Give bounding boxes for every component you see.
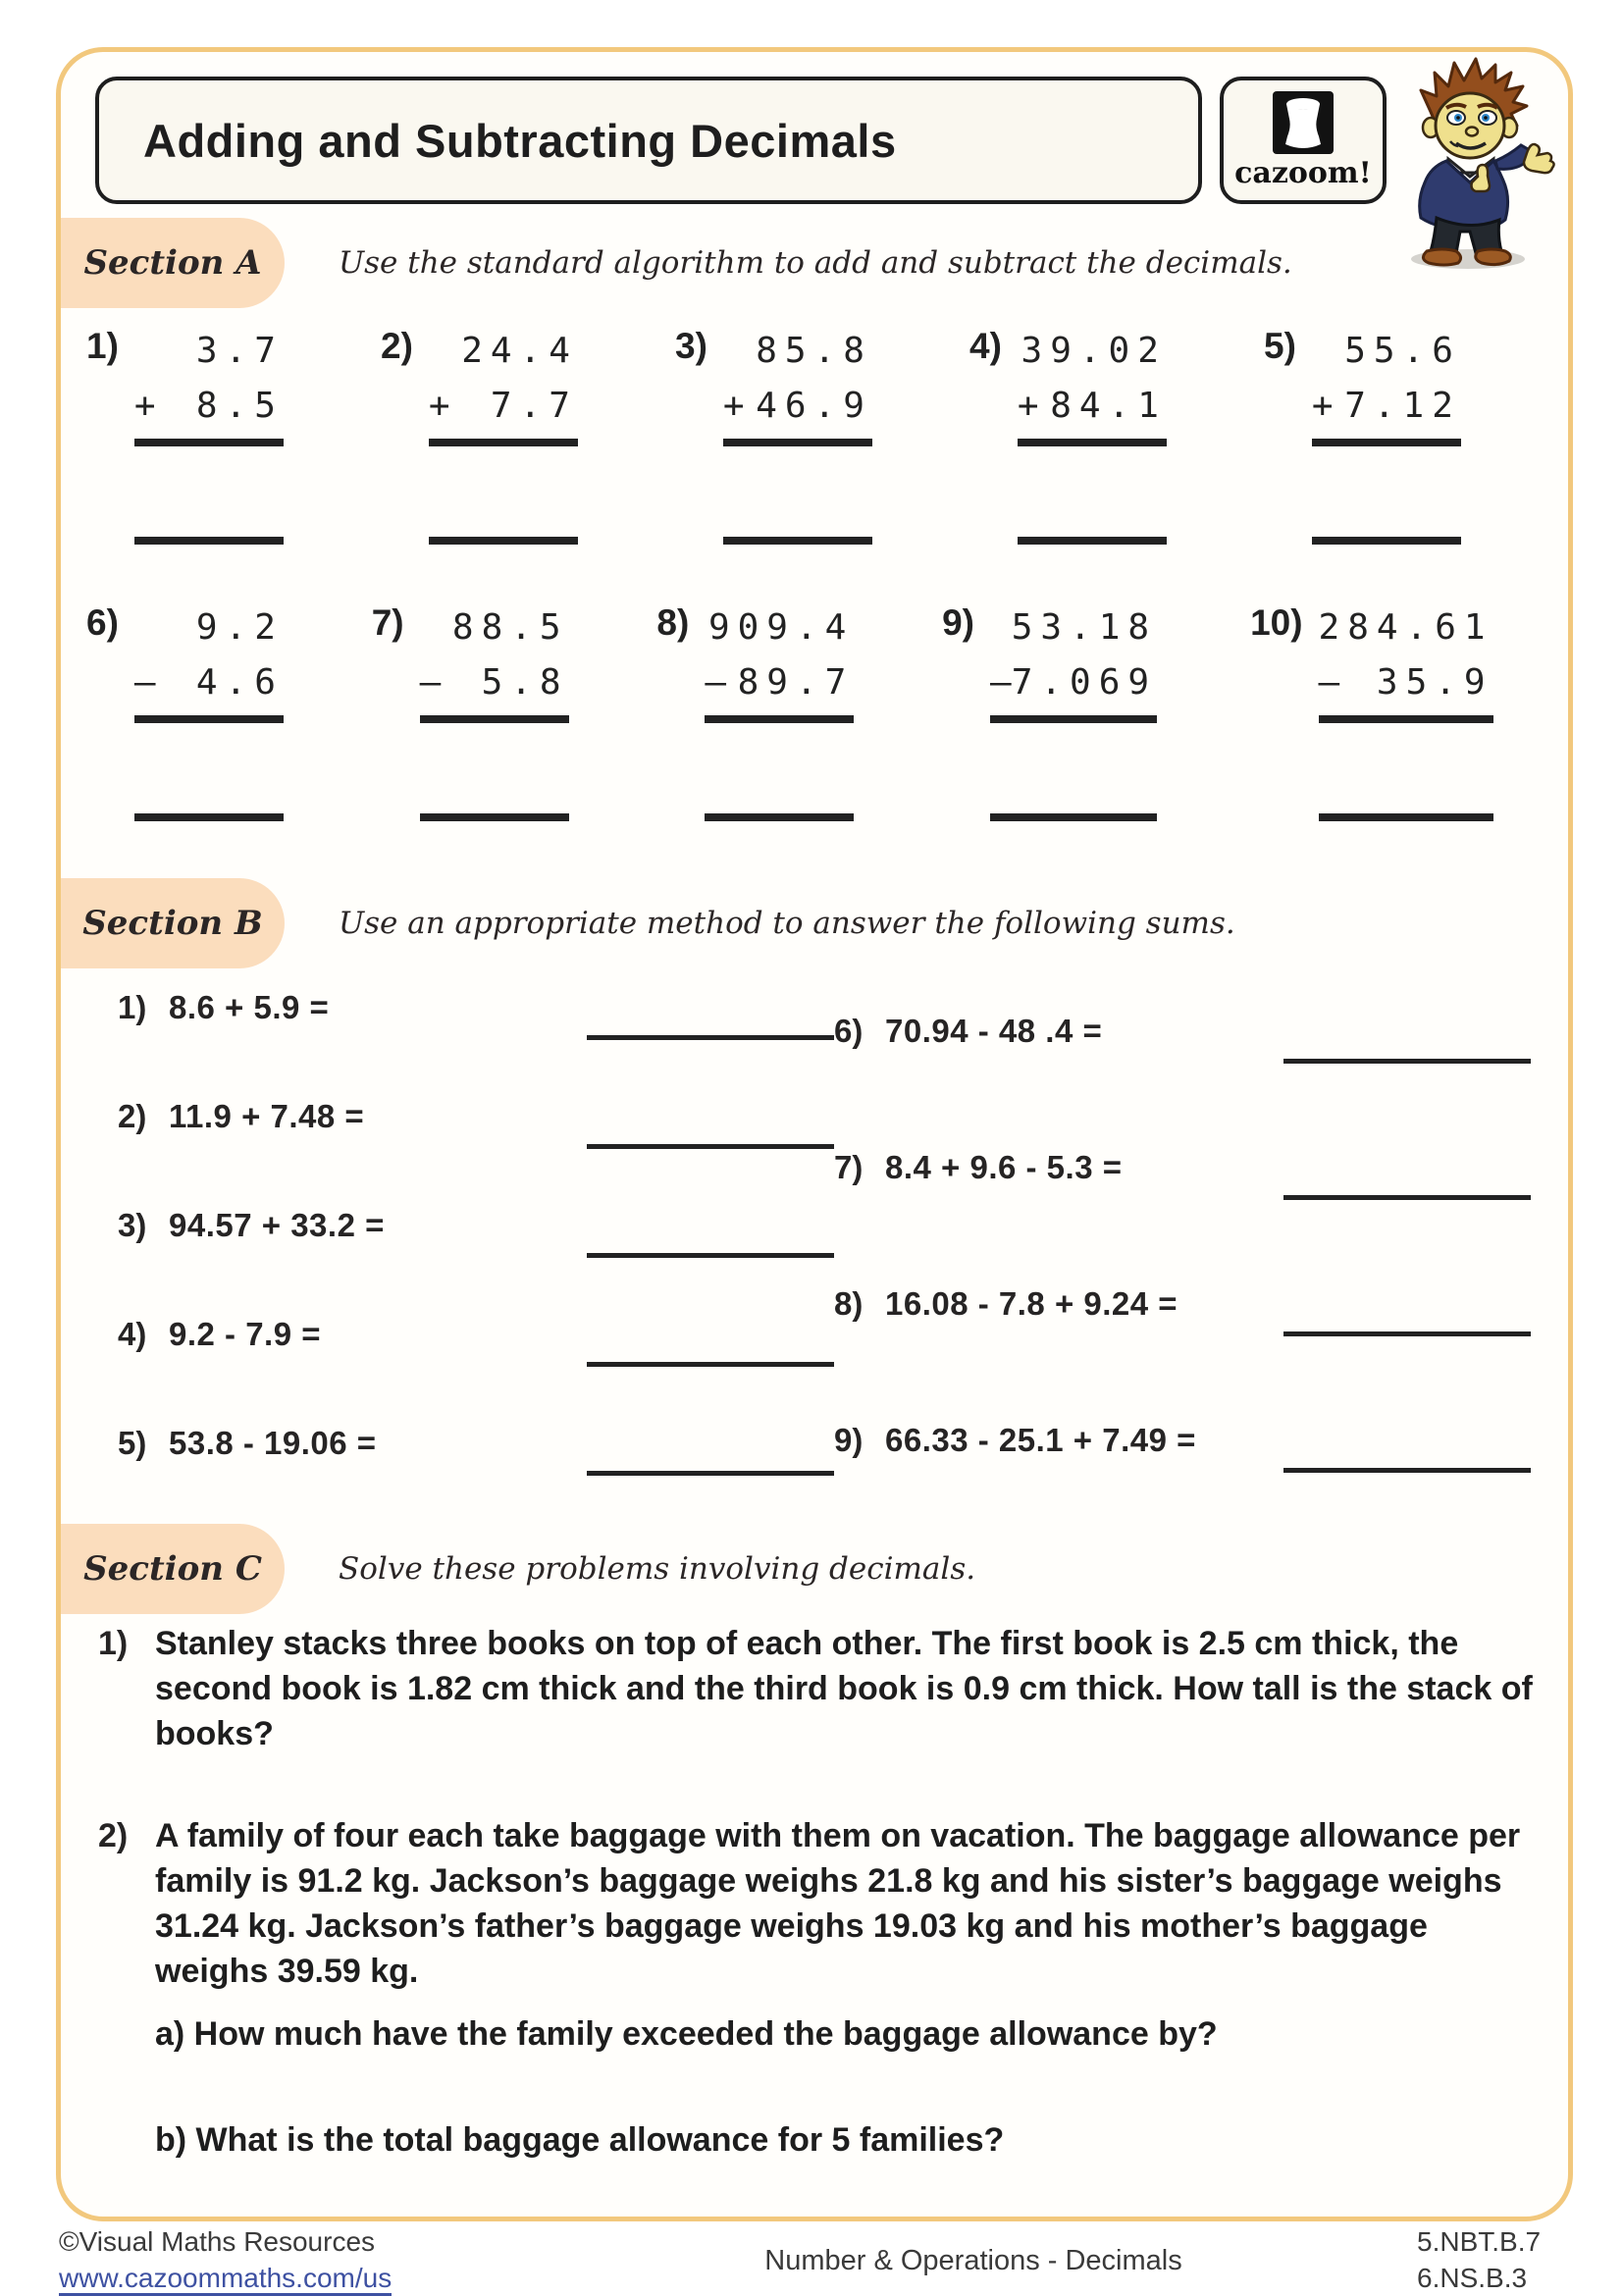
expression: 94.57 + 33.2 = <box>169 1207 385 1243</box>
section-b-header <box>61 878 1535 968</box>
sum-rule <box>1312 439 1461 446</box>
answer-blank <box>587 1252 834 1258</box>
answer-line <box>134 813 284 821</box>
operator: – <box>419 662 442 703</box>
sum-item-1 <box>118 989 834 1098</box>
expression: 66.33 - 25.1 + 7.49 = <box>885 1422 1196 1458</box>
problem-label: 6) <box>86 602 119 643</box>
page-footer <box>59 2223 1564 2296</box>
difference-rule <box>705 715 854 723</box>
bottom-operand: 4.6 <box>195 662 284 703</box>
word-problem-2 <box>98 1813 1541 2163</box>
bottom-operand: 46.9 <box>756 386 872 426</box>
operator: – <box>1318 662 1340 703</box>
answer-line <box>134 537 284 545</box>
problem-label: 2) <box>381 326 413 366</box>
top-operand: 88.5 <box>451 607 569 648</box>
problem-label: 2) <box>98 1817 129 1854</box>
sum-rule <box>429 439 578 446</box>
problem-label: 2) <box>118 1098 147 1134</box>
mascot-illustration <box>1391 51 1570 273</box>
problem-label: 5) <box>118 1425 147 1461</box>
sum-item-7 <box>834 1149 1531 1285</box>
answer-line <box>705 813 854 821</box>
section-c-problems <box>98 1621 1541 2219</box>
vertical-problem-10 <box>1250 600 1558 821</box>
section-b-problems <box>118 989 1531 1558</box>
operator: – <box>705 662 726 703</box>
top-operand: 3.7 <box>195 331 284 371</box>
footer-url-link[interactable]: www.cazoommaths.com/us <box>59 2263 392 2296</box>
problem-label: 8) <box>834 1285 864 1322</box>
vertical-problem-7 <box>372 600 657 821</box>
problem-label: 6) <box>834 1013 864 1049</box>
bottom-operand: 7.12 <box>1344 386 1461 426</box>
top-operand: 55.6 <box>1344 331 1461 371</box>
section-a-header <box>61 218 1535 308</box>
answer-blank <box>587 1361 834 1367</box>
footer-standard-1: 5.NBT.B.7 <box>1417 2226 1542 2257</box>
problem-label: 9) <box>834 1422 864 1458</box>
sum-item-3 <box>118 1207 834 1316</box>
logo-text: cazoom! <box>1234 155 1372 190</box>
sum-rule <box>1018 439 1167 446</box>
section-a-row-1 <box>86 324 1558 545</box>
top-operand: 39.02 <box>1021 331 1167 371</box>
section-b-right-column <box>834 989 1531 1558</box>
sum-item-5 <box>118 1425 834 1534</box>
answer-blank <box>1283 1194 1531 1200</box>
vertical-problem-9 <box>942 600 1250 821</box>
answer-blank <box>1283 1058 1531 1064</box>
answer-line <box>429 537 578 545</box>
answer-blank <box>587 1034 834 1040</box>
section-c-header <box>61 1524 1535 1614</box>
section-a-badge-label: Section A <box>83 243 262 283</box>
problem-label: 5) <box>1264 326 1296 366</box>
expression: 16.08 - 7.8 + 9.24 = <box>885 1285 1178 1322</box>
section-b-badge <box>61 878 285 968</box>
vertical-problem-6 <box>86 600 372 821</box>
top-operand: 284.61 <box>1318 607 1493 648</box>
footer-copyright: ©Visual Maths Resources <box>59 2226 376 2257</box>
problem-label: 1) <box>98 1625 129 1662</box>
bottom-operand: 8.5 <box>195 386 284 426</box>
operator: + <box>133 386 156 426</box>
vertical-problem-2 <box>381 324 675 545</box>
expression: 53.8 - 19.06 = <box>169 1425 377 1461</box>
bottom-operand: 35.9 <box>1376 662 1493 703</box>
operator: + <box>1311 386 1334 426</box>
top-operand: 9.2 <box>195 607 284 648</box>
expression: 9.2 - 7.9 = <box>169 1316 322 1352</box>
expression: 11.9 + 7.48 = <box>169 1098 365 1134</box>
section-b-instruction: Use an appropriate method to answer the following sums. <box>339 906 1235 941</box>
sum-item-4 <box>118 1316 834 1425</box>
footer-topic: Number & Operations - Decimals <box>764 2245 1182 2276</box>
answer-line <box>420 813 569 821</box>
sum-item-2 <box>118 1098 834 1207</box>
bottom-operand: 89.7 <box>737 662 855 703</box>
vertical-problem-4 <box>969 324 1264 545</box>
answer-blank <box>587 1470 834 1476</box>
page-title: Adding and Subtracting Decimals <box>143 114 897 167</box>
sub-question-a: a) How much have the family exceeded the baggage allowance by? <box>155 2015 1218 2053</box>
drum-icon <box>1273 91 1334 154</box>
top-operand: 24.4 <box>461 331 578 371</box>
footer-standard-2: 6.NS.B.3 <box>1417 2263 1528 2293</box>
top-operand: 53.18 <box>1011 607 1158 648</box>
sum-item-8 <box>834 1285 1531 1422</box>
expression: 8.4 + 9.6 - 5.3 = <box>885 1149 1123 1185</box>
answer-line <box>1312 537 1461 545</box>
operator: – <box>990 662 1012 703</box>
expression: 8.6 + 5.9 = <box>169 989 330 1025</box>
problem-label: 10) <box>1250 602 1303 643</box>
section-a-row-2 <box>86 600 1558 821</box>
problem-label: 4) <box>969 326 1002 366</box>
answer-blank <box>1283 1331 1531 1336</box>
answer-line <box>723 537 872 545</box>
bottom-operand: 84.1 <box>1050 386 1167 426</box>
answer-line <box>1018 537 1167 545</box>
sum-rule <box>723 439 872 446</box>
problem-label: 8) <box>656 602 690 643</box>
problem-label: 7) <box>371 602 404 643</box>
problem-label: 3) <box>675 326 707 366</box>
problem-label: 7) <box>834 1149 864 1185</box>
sub-question-b: b) What is the total baggage allowance for 5 families? <box>155 2121 1005 2159</box>
problem-label: 3) <box>118 1207 147 1243</box>
vertical-problem-5 <box>1264 324 1558 545</box>
operator: – <box>133 662 156 703</box>
problem-label: 1) <box>86 326 119 366</box>
operator: + <box>722 386 745 426</box>
problem-text: Stanley stacks three books on top of each other. The first book is 2.5 cm thick, the second book is 1.82 cm thick and the third book is 0.9 cm thick. How tall is the stack of books? <box>155 1625 1533 1752</box>
difference-rule <box>1319 715 1493 723</box>
sum-rule <box>134 439 284 446</box>
cazoom-logo <box>1220 77 1387 204</box>
problem-text: A family of four each take baggage with them on vacation. The baggage allowance per family is 91.2 kg. Jackson’s baggage weighs 21.8 kg and his sister’s baggage weighs 31.24 kg. Jackson’s father’s baggage weighs 19.03 kg and his mother’s baggage weighs 39.59 kg. <box>155 1817 1521 1990</box>
section-c-badge-label: Section C <box>83 1549 262 1589</box>
difference-rule <box>990 715 1157 723</box>
answer-line <box>990 813 1157 821</box>
top-operand: 85.8 <box>756 331 872 371</box>
section-c-badge <box>61 1524 285 1614</box>
expression: 70.94 - 48 .4 = <box>885 1013 1103 1049</box>
problem-label: 4) <box>118 1316 147 1352</box>
bottom-operand: 7.069 <box>1011 662 1158 703</box>
problem-label: 9) <box>942 602 975 643</box>
answer-line <box>1319 813 1493 821</box>
vertical-problem-1 <box>86 324 381 545</box>
vertical-problem-8 <box>656 600 942 821</box>
top-operand: 909.4 <box>707 607 855 648</box>
operator: + <box>428 386 450 426</box>
bottom-operand: 5.8 <box>481 662 569 703</box>
vertical-problem-3 <box>675 324 969 545</box>
title-box <box>95 77 1202 204</box>
difference-rule <box>134 715 284 723</box>
sum-item-6 <box>834 1013 1531 1149</box>
answer-blank <box>587 1143 834 1149</box>
section-a-badge <box>61 218 285 308</box>
word-problem-1 <box>98 1621 1541 1756</box>
operator: + <box>1017 386 1039 426</box>
section-c-instruction: Solve these problems involving decimals. <box>339 1551 976 1587</box>
bottom-operand: 7.7 <box>490 386 578 426</box>
answer-blank <box>1283 1467 1531 1473</box>
difference-rule <box>420 715 569 723</box>
section-b-left-column <box>118 989 834 1558</box>
section-b-badge-label: Section B <box>82 904 263 943</box>
problem-label: 1) <box>118 989 147 1025</box>
section-a-instruction: Use the standard algorithm to add and subtract the decimals. <box>339 245 1292 281</box>
